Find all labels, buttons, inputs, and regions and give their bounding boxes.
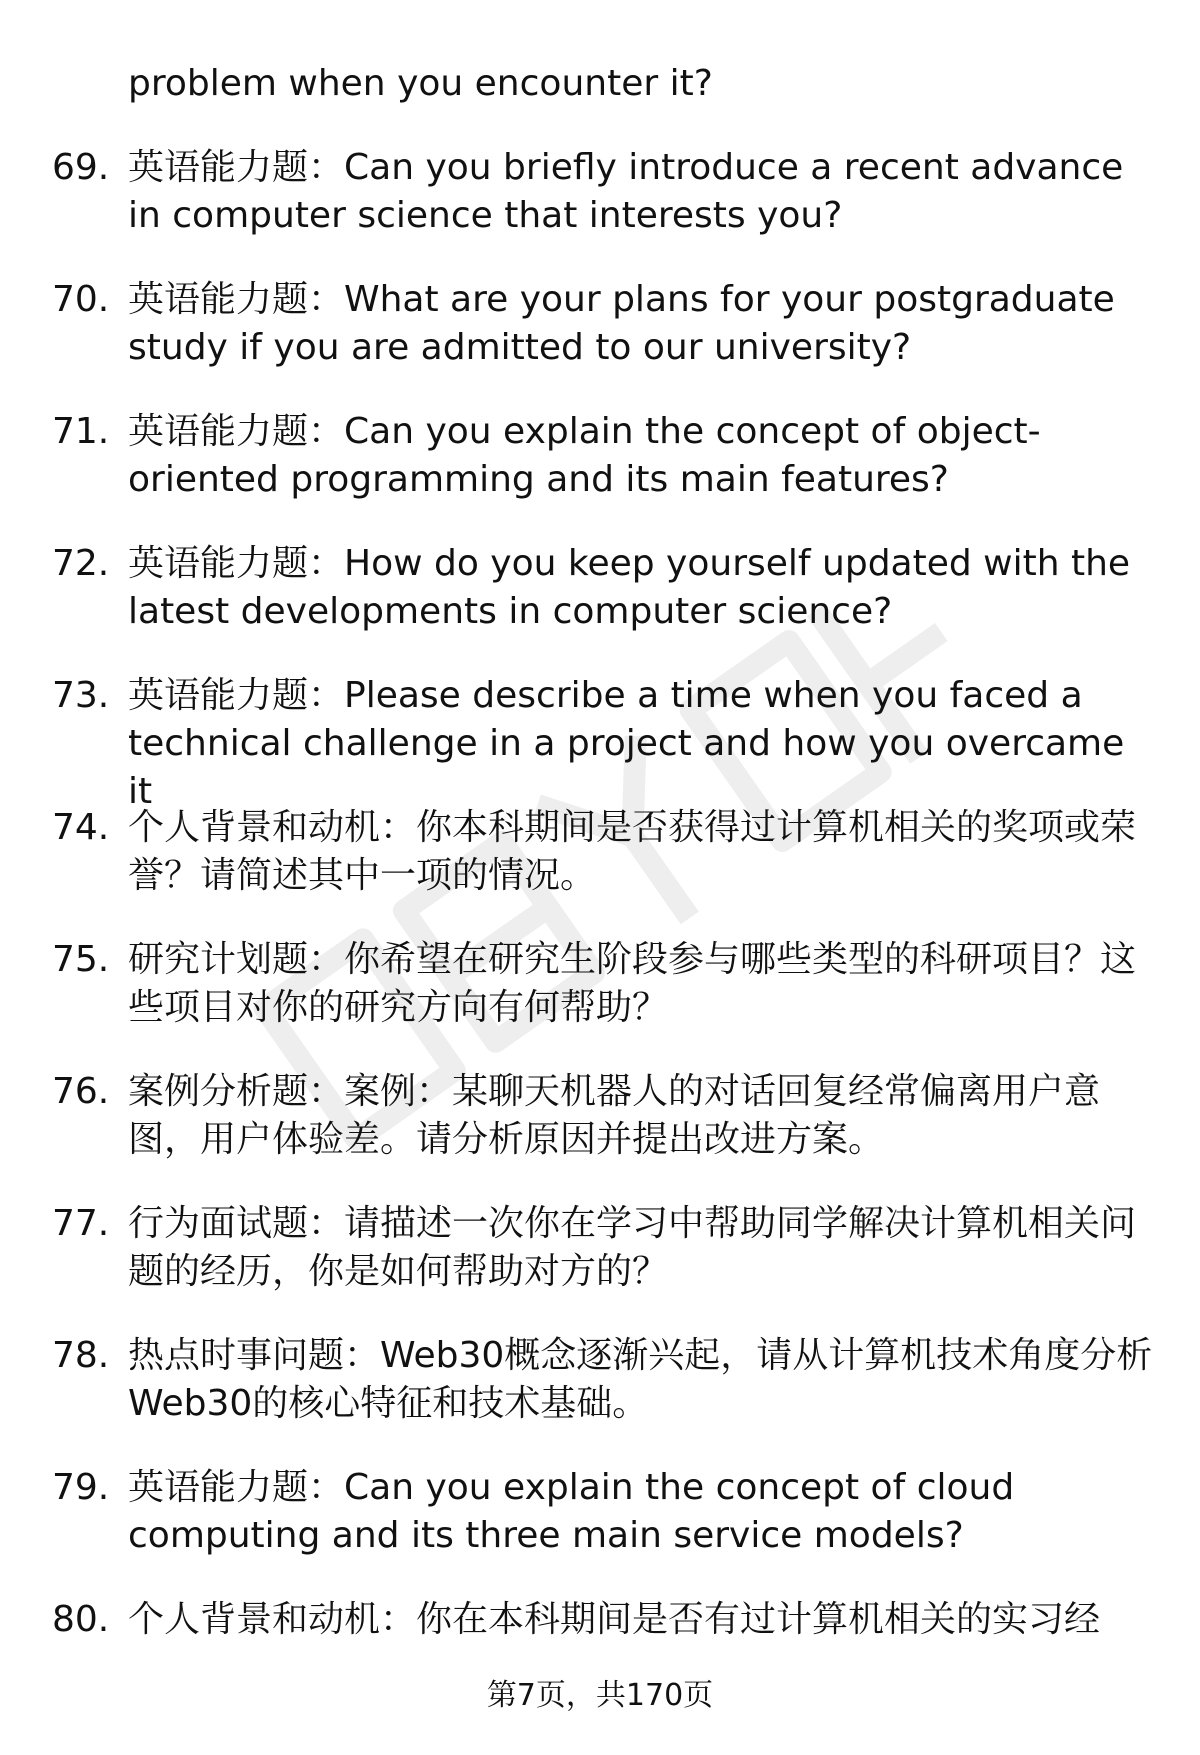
list-item: [0, 672, 1200, 812]
question-text: 个人背景和动机：你在本科期间是否有过计算机相关的实习经: [128, 1599, 1101, 1640]
list-item: [0, 1464, 1200, 1596]
question-number: 72.: [52, 543, 110, 584]
question-text: 英语能力题：Please describe a time when you faced a technical challenge in a project and how you overcame it: [128, 675, 1125, 812]
list-item: [0, 144, 1200, 276]
question-text: 案例分析题：案例：某聊天机器人的对话回复经常偏离用户意图，用户体验差。请分析原因并提出改进方案。: [128, 1071, 1101, 1160]
list-item: [0, 1332, 1200, 1464]
question-text: 行为面试题：请描述一次你在学习中帮助同学解决计算机相关问题的经历，你是如何帮助对方的？: [128, 1203, 1137, 1292]
question-number: 74.: [52, 807, 110, 848]
question-text: 研究计划题：你希望在研究生阶段参与哪些类型的科研项目？这些项目对你的研究方向有何帮助？: [128, 939, 1137, 1028]
question-text: 英语能力题：Can you explain the concept of object-oriented programming and its main features?: [128, 411, 1041, 500]
question-text: 英语能力题：How do you keep yourself updated with the latest developments in computer science?: [128, 543, 1131, 632]
list-item: [0, 276, 1200, 408]
question-text: 英语能力题：Can you explain the concept of cloud computing and its three main service models?: [128, 1467, 1015, 1556]
list-item: [0, 1200, 1200, 1332]
question-number: 75.: [52, 939, 110, 980]
page-footer: 第7页，共170页: [486, 1678, 714, 1713]
list-item: [0, 1068, 1200, 1200]
list-item: [0, 936, 1200, 1068]
question-text: 个人背景和动机：你本科期间是否获得过计算机相关的奖项或荣誉？请简述其中一项的情况。: [128, 807, 1137, 896]
question-text: 英语能力题：What are your plans for your postgraduate study if you are admitted to our university?: [128, 279, 1115, 368]
question-number: 80.: [52, 1599, 110, 1640]
question-number: 76.: [52, 1071, 110, 1112]
question-number: 78.: [52, 1335, 110, 1376]
question-number: 77.: [52, 1203, 110, 1244]
question-number: 70.: [52, 279, 110, 320]
question-number: 71.: [52, 411, 110, 452]
question-number: 79.: [52, 1467, 110, 1508]
list-item: [0, 804, 1200, 936]
question-number: 69.: [52, 147, 110, 188]
question-text: 热点时事问题：Web30概念逐渐兴起，请从计算机技术角度分析Web30的核心特征和技术基础。: [128, 1335, 1153, 1424]
list-item: [0, 408, 1200, 540]
question-list: [0, 144, 1200, 1728]
question-text: 英语能力题：Can you briefly introduce a recent advance in computer science that interests you?: [128, 147, 1124, 236]
continuation-text: problem when you encounter it?: [128, 63, 713, 104]
list-item: [0, 540, 1200, 672]
question-number: 73.: [52, 675, 110, 716]
